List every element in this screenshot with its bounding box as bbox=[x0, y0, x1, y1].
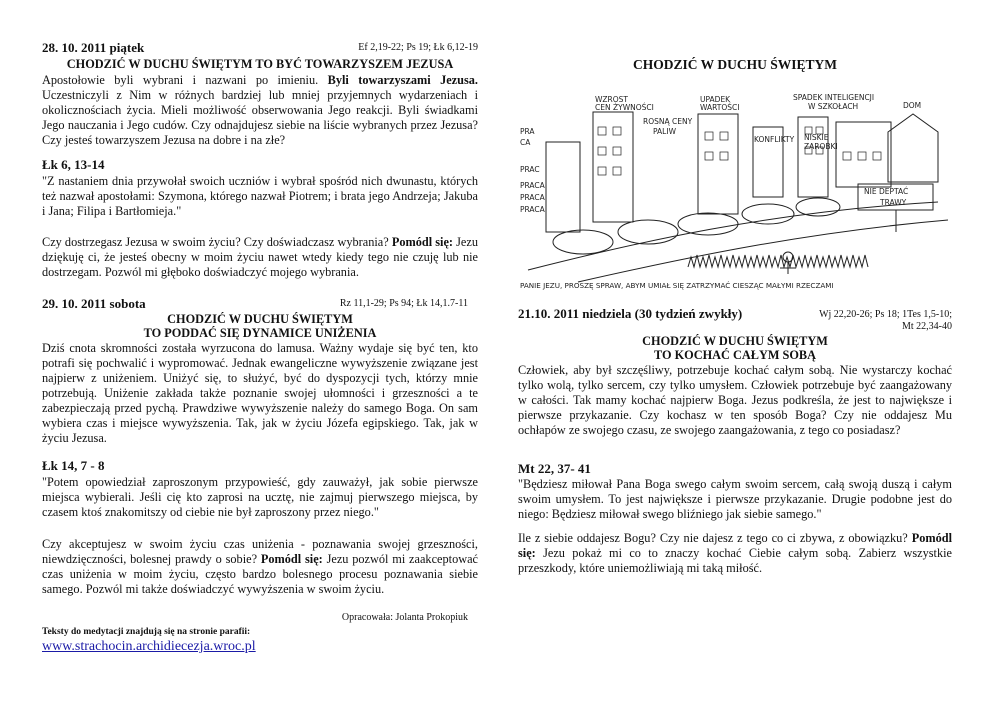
car-1 bbox=[553, 230, 613, 254]
label-rosna-ceny: ROSNĄ CENY bbox=[643, 117, 693, 126]
day1-gospel-ref: Łk 6, 13-14 bbox=[42, 157, 105, 172]
day1-date: 28. 10. 2011 piątek bbox=[42, 40, 145, 55]
label-konflikty: KONFLIKTY bbox=[754, 135, 795, 144]
building-school bbox=[836, 122, 891, 187]
label-dom: DOM bbox=[903, 101, 922, 110]
author-credit: Opracowała: Jolanta Prokopiuk bbox=[341, 612, 468, 623]
label-nie-deptac: NIE DEPTAĆ bbox=[864, 187, 909, 196]
label-cen-zywnosci: CEN ŻYWNOŚCI bbox=[595, 103, 654, 112]
label-wzrost: WZROST bbox=[595, 95, 629, 104]
footer-note: Teksty do medytacji znajdują się na stronie parafii: bbox=[42, 627, 251, 637]
label-upadek: UPADEK bbox=[700, 95, 731, 104]
day3-date: 21.10. 2011 niedziela (30 tydzień zwykły) bbox=[518, 306, 743, 321]
day2-reflection-question: Czy akceptujesz w swoim życiu czas uniżenia - poznawania swojej grzeszności, niewdzięczności, bolesnej prawdy o sobie? bbox=[42, 537, 478, 566]
city-traffic-drawing bbox=[518, 92, 952, 292]
car-3 bbox=[678, 213, 738, 235]
label-praca-b: PRACA bbox=[520, 193, 545, 202]
day2-gospel-ref: Łk 14, 7 - 8 bbox=[42, 458, 105, 473]
day1-paragraph-text: Apostołowie byli wybrani i nazwani po imieniu. bbox=[42, 73, 328, 87]
label-praca: PRA bbox=[520, 127, 535, 136]
day1-gospel-text: "Z nastaniem dnia przywołał swoich uczniów i wybrał spośród nich dwunastu, których też nazwał apostołami: Szymona, którego nazwał Piotrem; i brata jego Andrzeja; Jakuba i Jana; Filipa i Bartłomieja." bbox=[42, 174, 478, 218]
day2-paragraph: Dziś cnota skromności została wyrzucona do lamusa. Ważny wydaje się być ten, kto potrafi się pochwalić i wypromować. Jednak ewangeliczne wywyższenie związane jest najpierw z uniżeniem. Uniżyć się, to służyć, być do dyspozycji tych, którzy mnie potrzebują. Uniżenie zakłada także poznanie swojej ułomności i grzeszności a te zabezpieczają przed pychą. Prawdziwe wywyższenie należy do samego Boga. On sam wybiera czas i miejsce wywyższenia. Tak, jak w życiu Józefa egipskiego. Tak, jak w życiu Jezusa. bbox=[42, 341, 478, 445]
day1-paragraph-emphasis: Byli towarzyszami Jezusa. bbox=[327, 73, 478, 87]
day3-refs-line1: Wj 22,20-26; Ps 18; 1Tes 1,5-10; bbox=[819, 309, 952, 320]
label-w-szkolach: W SZKOŁACH bbox=[808, 102, 859, 111]
day3-title-line2: TO KOCHAĆ CAŁYM SOBĄ bbox=[653, 348, 817, 362]
label-wartosci: WARTOŚCI bbox=[700, 103, 740, 112]
day1-header bbox=[42, 40, 478, 55]
day3-gospel-text: "Będziesz miłował Pana Boga swego całym swoim sercem, całą swoją duszą i całym swoim umysłem. To jest największe i pierwsze przykazanie. Drugie podobne jest do niego: Będziesz miłował swego bliźniego jak siebie samego." bbox=[518, 477, 952, 521]
day3-prayer-label: Pomódl się: bbox=[518, 531, 952, 560]
building-upadek bbox=[698, 114, 738, 214]
day2-reflection bbox=[42, 537, 478, 597]
day3-reflection-question: Ile z siebie oddajesz Bogu? Czy nie dajesz z tego co ci zbywa, z obowiązku? bbox=[518, 531, 912, 545]
day2-title-line1: CHODZIĆ W DUCHU ŚWIĘTYM bbox=[167, 312, 353, 326]
day2-title-line2: TO PODDAĆ SIĘ DYNAMICE UNIŻENIA bbox=[143, 326, 377, 340]
day3-title-line1: CHODZIĆ W DUCHU ŚWIĘTYM bbox=[642, 334, 828, 348]
day3-gospel-ref: Mt 22, 37- 41 bbox=[518, 461, 591, 476]
day3-refs-line2: Mt 22,34-40 bbox=[902, 321, 952, 332]
day3-reflection bbox=[518, 531, 952, 576]
label-praca-c: PRACA bbox=[520, 205, 545, 214]
day3-scripture-refs bbox=[790, 309, 952, 333]
house bbox=[888, 114, 938, 182]
day2-prayer-label: Pomódl się: bbox=[260, 552, 323, 566]
drawing-caption: PANIE JEZU, PROSZĘ SPRAW, ABYM UMIAŁ SIĘ ZATRZYMAĆ CIESZĄC MAŁYMI RZECZAMI bbox=[520, 281, 834, 290]
day1-title: CHODZIĆ W DUCHU ŚWIĘTYM TO BYĆ TOWARZYSZEM JEZUSA bbox=[66, 57, 454, 71]
grass bbox=[688, 255, 868, 267]
parish-website-link[interactable]: www.strachocin.archidiecezja.wroc.pl bbox=[42, 639, 256, 654]
label-ca: CA bbox=[520, 138, 531, 147]
day1-prayer-label: Pomódl się: bbox=[391, 235, 454, 249]
day1-reflection bbox=[42, 235, 478, 280]
day2-date: 29. 10. 2011 sobota bbox=[42, 296, 146, 311]
label-spadek: SPADEK INTELIGENCJI bbox=[793, 93, 875, 102]
label-praca-a: PRACA bbox=[520, 181, 545, 190]
label-niskie: NISKIE bbox=[804, 133, 829, 142]
day1-paragraph bbox=[42, 73, 478, 148]
building-niskie bbox=[798, 117, 828, 197]
day2-header bbox=[42, 296, 478, 311]
label-trawy: TRAWY bbox=[880, 198, 907, 207]
day2-gospel-text: "Potem opowiedział zaproszonym przypowieść, gdy zauważył, jak sobie pierwsze miejsca wybierali. Jeśli cię kto zaprosi na ucztę, nie zajmuj pierwszego miejsca, by czasem ktoś znakomitszy od ciebie nie był zaproszony przez niego." bbox=[42, 475, 478, 519]
day1-prayer-text: Jezu dziękuję ci, że jesteś obecny w moim życiu nawet wtedy kiedy tego nie czuję lub nie dostrzegam. Pozwól mi głęboko doświadczyć mojego wybrania. bbox=[42, 235, 478, 279]
day3-paragraph: Człowiek, aby był szczęśliwy, potrzebuje kochać całym sobą. Nie wystarczy kochać tylko wolą, tylko sercem, czy tylko umysłem. Człowiek potrzebuje być zaangażowany w całości. Tak mamy kochać najpierw Boga. Jezus podkreśla, że jest to największe i pierwsze przykazanie. Czy kochasz w ten sposób Boga? Czy nie oddajesz Mu ochłapów ze swojego czasu, ze swojego zaangażowania, z tego co posiadasz? bbox=[518, 363, 952, 437]
label-prac: PRAC bbox=[520, 165, 540, 174]
day2-scripture-refs: Rz 11,1-29; Ps 94; Łk 14,1.7-11 bbox=[339, 298, 468, 309]
building-left bbox=[546, 142, 580, 232]
day1-paragraph-text-cont: Uczestniczyli z Nim w różnych bardziej lub mniej przyjemnych wydarzeniach i okolicznościach życia. Mieli możliwość obserwowania Jego reakcji. Byli świadkami Jego nauczania i Jego cudów. Czy odnajdujesz siebie na liście wybranych przez Jezusa? Czy jesteś towarzyszem Jezusa na dobre i na złe? bbox=[42, 88, 478, 147]
label-paliw: PALIW bbox=[653, 127, 676, 136]
car-2 bbox=[618, 220, 678, 244]
label-zarobki: ZAROBKI bbox=[804, 142, 838, 151]
day1-scripture-refs: Ef 2,19-22; Ps 19; Łk 6,12-19 bbox=[358, 42, 478, 53]
day1-reflection-question: Czy dostrzegasz Jezusa w swoim życiu? Czy doświadczasz wybrania? bbox=[42, 235, 392, 249]
day3-prayer-text: Jezu pokaż mi co to znaczy kochać Ciebie całym sobą. Zabierz wszystkie przeszkody, które uniemożliwiają mi taką miłość. bbox=[518, 546, 952, 575]
car-4 bbox=[742, 204, 794, 224]
right-heading: CHODZIĆ W DUCHU ŚWIĘTYM bbox=[633, 57, 837, 72]
day2-prayer-text: Jezu pozwól mi zaakceptować czas uniżenia w moim życiu, często bardzo bolesnego procesu poznawania siebie samego. Pozwól mi także doświadczyć wywyższenia w swoim życiu. bbox=[42, 552, 479, 596]
